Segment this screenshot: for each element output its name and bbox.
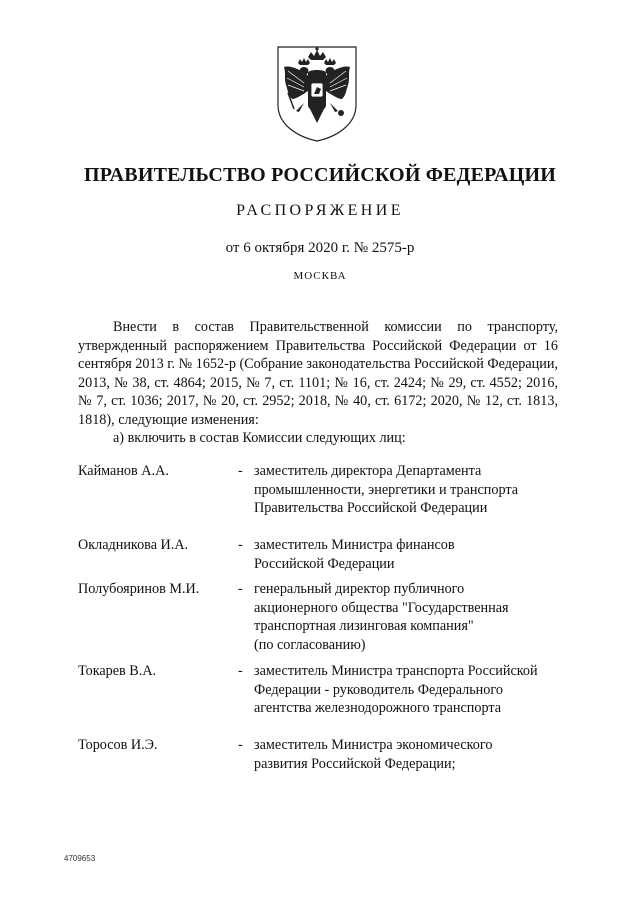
member-name: Торосов И.Э. (78, 737, 158, 753)
member-row (78, 736, 568, 780)
member-dash: - (238, 663, 243, 679)
member-dash: - (238, 463, 243, 479)
member-row (78, 462, 568, 536)
member-role-line: заместитель директора Департамента (254, 463, 482, 479)
member-row (78, 662, 568, 736)
member-role-line: развития Российской Федерации; (254, 755, 456, 772)
member-role-line: Правительства Российской Федерации (254, 500, 488, 517)
member-role-line: Федерации - руководитель Федерального (254, 681, 503, 698)
member-role-line: акционерного общества "Государственная (254, 599, 509, 616)
member-role-line: генеральный директор публичного (254, 581, 465, 597)
member-row (78, 536, 568, 580)
footer-document-code: 4709653 (64, 854, 96, 863)
member-role-line: заместитель Министра транспорта Российской (254, 663, 538, 679)
member-name: Полубояринов М.И. (78, 581, 200, 597)
member-role-line: заместитель Министра финансов (254, 537, 455, 553)
member-role-line: заместитель Министра экономического (254, 737, 493, 753)
member-role (254, 462, 564, 518)
government-title: ПРАВИТЕЛЬСТВО РОССИЙСКОЙ ФЕДЕРАЦИИ (84, 164, 556, 186)
document-type: РАСПОРЯЖЕНИЕ (236, 202, 404, 219)
members-list (78, 462, 568, 780)
member-name: Токарев В.А. (78, 663, 157, 679)
member-role-line: транспортная лизинговая компания" (254, 618, 474, 635)
member-role (254, 736, 564, 773)
main-paragraph: Внести в состав Правительственной комиссии по транспорту, утвержденный распоряжением Правительства Российской Федерации от 16 сентября 2013 г. № 1652-р (Собрание законодательства Российской Федерации, 2013, № 38, ст. 4864; 2015, № 7, ст. 1101; № 16, ст. 2424; № 29, ст. 4552; 2016, № 7, ст. 1036; 2017, № 20, ст. 2952; 2018, № 40, ст. 6172; 2020, № 12, ст. 1813, 1818), следующие изменения: (78, 319, 558, 428)
member-dash: - (238, 737, 243, 753)
document-date-number: от 6 октября 2020 г. № 2575-р (225, 240, 415, 256)
member-dash: - (238, 537, 243, 553)
sub-item-a: а) включить в состав Комиссии следующих лиц: (113, 430, 406, 446)
member-role (254, 580, 564, 654)
member-dash: - (238, 581, 243, 597)
document-city: МОСКВА (293, 270, 347, 282)
member-role-line: Российской Федерации (254, 555, 395, 572)
member-role (254, 662, 564, 718)
member-name: Окладникова И.А. (78, 537, 189, 553)
state-emblem-icon (274, 43, 360, 143)
member-role-line: промышленности, энергетики и транспорта (254, 481, 519, 498)
member-row (78, 580, 568, 662)
member-name: Кайманов А.А. (78, 463, 169, 479)
member-role-line: (по согласованию) (254, 636, 366, 653)
member-role (254, 536, 564, 573)
member-role-line: агентства железнодорожного транспорта (254, 700, 502, 717)
